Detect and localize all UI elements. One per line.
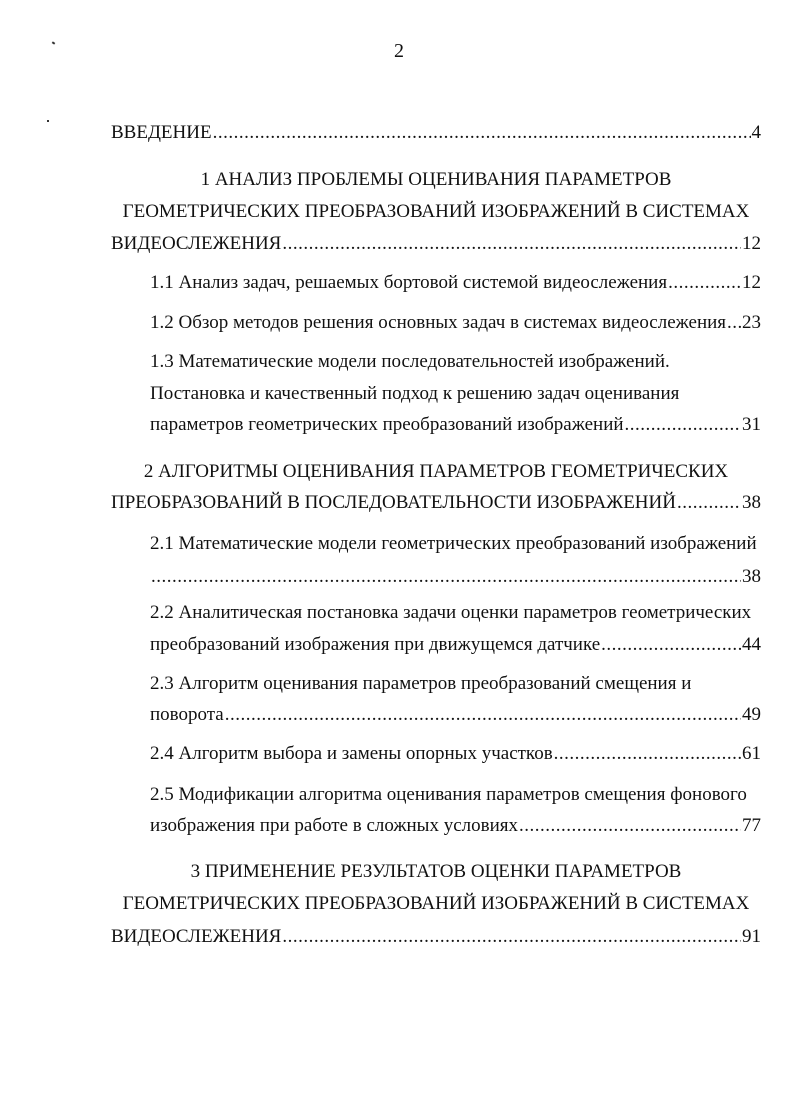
toc-entry-title: параметров геометрических преобразований изображений [150, 414, 624, 435]
toc-entry-title: поворота [150, 704, 224, 725]
toc-entry-page: 12 [742, 272, 761, 293]
toc-section-1-3[interactable] [150, 414, 761, 438]
toc-entry-title: 1.3 Математические модели последовательностей изображений. [150, 351, 670, 372]
toc-leader-dots [519, 815, 741, 837]
toc-entry-title: ПРЕОБРАЗОВАНИЙ В ПОСЛЕДОВАТЕЛЬНОСТИ ИЗОБРАЖЕНИЙ [111, 492, 676, 513]
toc-section-2-3-line-1[interactable] [150, 673, 761, 697]
toc-entry-page: 38 [742, 492, 761, 513]
toc-leader-dots [625, 414, 741, 436]
toc-leader-dots [601, 634, 741, 656]
toc-entry-page: 61 [742, 743, 761, 764]
toc-entry-title: 2.3 Алгоритм оценивания параметров преобразований смещения и [150, 673, 692, 694]
toc-entry-intro[interactable] [111, 122, 761, 146]
toc-chapter-1-line-2[interactable]: ГЕОМЕТРИЧЕСКИХ ПРЕОБРАЗОВАНИЙ ИЗОБРАЖЕНИЙ В СИСТЕМАХ [122, 201, 750, 222]
toc-chapter-3-line-2[interactable]: ГЕОМЕТРИЧЕСКИХ ПРЕОБРАЗОВАНИЙ ИЗОБРАЖЕНИЙ В СИСТЕМАХ [122, 893, 750, 914]
toc-leader-dots [151, 566, 741, 588]
toc-leader-dots [282, 926, 741, 948]
toc-leader-dots [727, 312, 741, 334]
toc-leader-dots [668, 272, 741, 294]
page-number: 2 [394, 40, 404, 62]
toc-entry-page: 38 [742, 566, 761, 587]
toc-leader-dots [213, 122, 751, 144]
toc-chapter-1[interactable] [111, 233, 761, 257]
toc-section-2-5-line-1[interactable] [150, 784, 761, 808]
toc-entry-title: изображения при работе в сложных условиях [150, 815, 518, 836]
toc-section-2-2-line-1[interactable] [150, 602, 761, 626]
toc-chapter-3-line-1[interactable]: 3 ПРИМЕНЕНИЕ РЕЗУЛЬТАТОВ ОЦЕНКИ ПАРАМЕТРОВ [190, 861, 682, 882]
toc-entry-page: 31 [742, 414, 761, 435]
toc-entry-page: 12 [742, 233, 761, 254]
toc-entry-title: 1.1 Анализ задач, решаемых бортовой системой видеослежения [150, 272, 668, 293]
toc-entry-title: 1.2 Обзор методов решения основных задач в системах видеослежения [150, 312, 727, 333]
toc-section-1-3-line-2[interactable] [150, 383, 761, 407]
toc-entry-page: 91 [742, 926, 761, 947]
toc-section-2-5[interactable] [150, 815, 761, 839]
toc-leader-dots [554, 743, 741, 765]
toc-section-2-4[interactable] [150, 743, 761, 767]
toc-entry-page: 23 [742, 312, 761, 333]
toc-chapter-3[interactable] [111, 926, 761, 950]
toc-entry-page: 44 [742, 634, 761, 655]
toc-entry-title: ВВЕДЕНИЕ [111, 122, 212, 143]
toc-entry-title: ВИДЕОСЛЕЖЕНИЯ [111, 233, 282, 254]
toc-entry-title: 2.5 Модификации алгоритма оценивания параметров смещения фонового [150, 784, 747, 805]
toc-chapter-2-line-1[interactable]: 2 АЛГОРИТМЫ ОЦЕНИВАНИЯ ПАРАМЕТРОВ ГЕОМЕТРИЧЕСКИХ [143, 461, 729, 482]
toc-section-2-2[interactable] [150, 634, 761, 658]
toc-entry-page: 49 [742, 704, 761, 725]
toc-entry-title: 2.2 Аналитическая постановка задачи оценки параметров геометрических [150, 602, 752, 623]
toc-section-2-1-line-1[interactable] [150, 533, 761, 557]
toc-chapter-2[interactable] [111, 492, 761, 516]
toc-leader-dots [225, 704, 741, 726]
toc-entry-title: 2.1 Математические модели геометрических преобразований изображений [150, 533, 757, 554]
toc-section-1-2[interactable] [150, 312, 761, 336]
toc-entry-title: 2.4 Алгоритм выбора и замены опорных участков [150, 743, 553, 764]
toc-entry-title: преобразований изображения при движущемся датчике [150, 634, 601, 655]
toc-leader-dots [282, 233, 741, 255]
toc-section-2-1[interactable] [150, 566, 761, 590]
toc-section-1-1[interactable] [150, 272, 761, 296]
toc-section-1-3-line-1[interactable] [150, 351, 761, 375]
toc-entry-title: ВИДЕОСЛЕЖЕНИЯ [111, 926, 282, 947]
toc-chapter-1-line-1[interactable]: 1 АНАЛИЗ ПРОБЛЕМЫ ОЦЕНИВАНИЯ ПАРАМЕТРОВ [200, 169, 672, 190]
toc-entry-page: 77 [742, 815, 761, 836]
toc-entry-title: Постановка и качественный подход к решению задач оценивания [150, 383, 680, 404]
scan-speck [47, 120, 49, 122]
toc-entry-page: 4 [751, 122, 761, 143]
toc-section-2-3[interactable] [150, 704, 761, 728]
toc-leader-dots [677, 492, 741, 514]
